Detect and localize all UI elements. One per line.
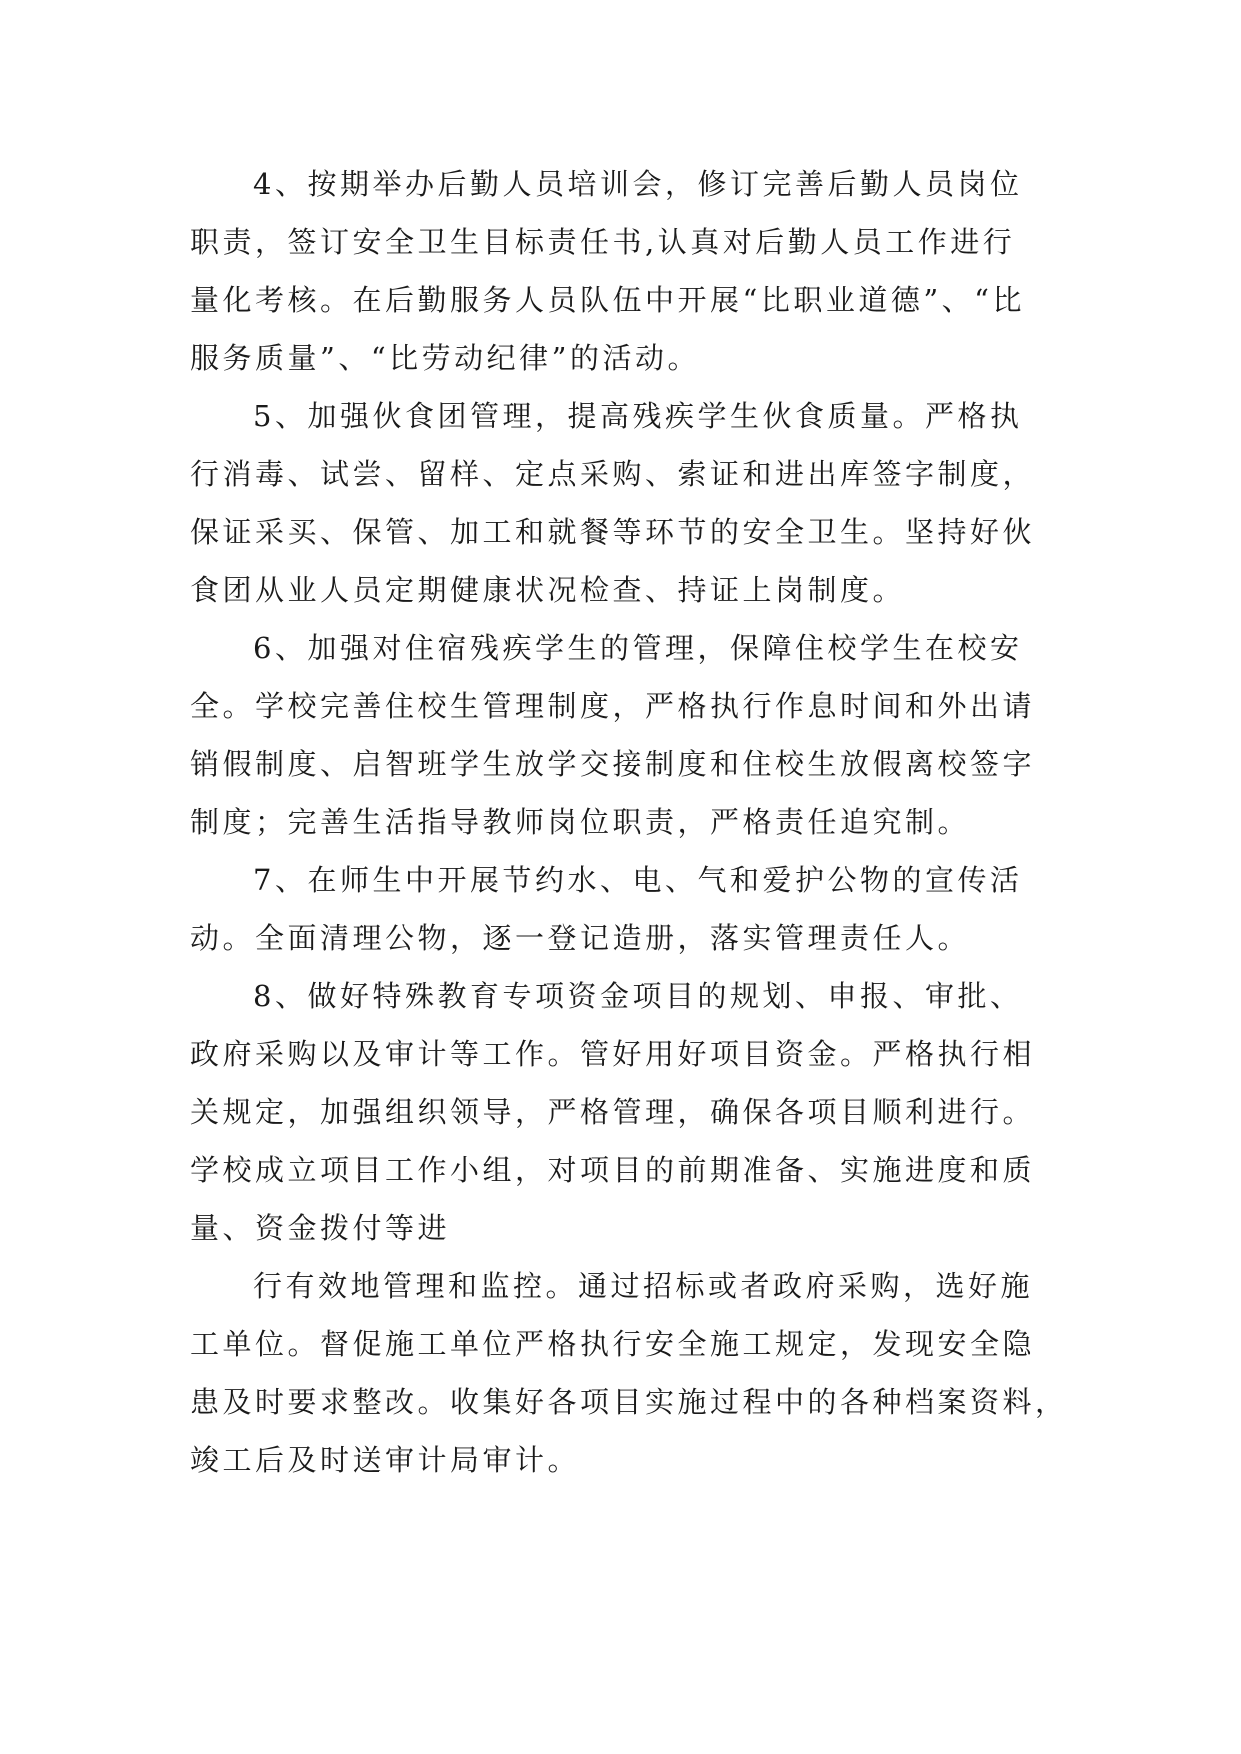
text-line: 8、做好特殊教育专项资金项目的规划、申报、审批、 [253, 979, 1023, 1013]
text-line: 销假制度、启智班学生放学交接制度和住校生放假离校签字 [190, 747, 1036, 781]
text-line: 5、加强伙食团管理，提高残疾学生伙食质量。严格执 [253, 399, 1023, 433]
text-line: 职责，签订安全卫生目标责任书,认真对后勤人员工作进行 [190, 225, 1016, 259]
text-line: 学校成立项目工作小组，对项目的前期准备、实施进度和质 [190, 1153, 1036, 1187]
text-line: 竣工后及时送审计局审计。 [190, 1443, 581, 1477]
paragraph-item-5 [190, 387, 1060, 619]
text-line: 食团从业人员定期健康状况检查、持证上岗制度。 [190, 573, 906, 607]
text-line: 行消毒、试尝、留样、定点采购、索证和进出库签字制度， [190, 457, 1036, 491]
text-line: 保证采买、保管、加工和就餐等环节的安全卫生。坚持好伙 [190, 515, 1036, 549]
text-line: 6、加强对住宿残疾学生的管理，保障住校学生在校安 [253, 631, 1023, 665]
text-line: 工单位。督促施工单位严格执行安全施工规定，发现安全隐 [190, 1327, 1036, 1361]
text-line: 服务质量”、“比劳动纪律”的活动。 [190, 341, 700, 375]
paragraph-item-8-continued [190, 1257, 1068, 1489]
text-line: 量、资金拨付等进 [190, 1211, 451, 1245]
text-line: 行有效地管理和监控。通过招标或者政府采购，选好施 [253, 1269, 1034, 1303]
text-line: 4、按期举办后勤人员培训会，修订完善后勤人员岗位 [253, 167, 1023, 201]
text-line: 动。全面清理公物，逐一登记造册，落实管理责任人。 [190, 921, 971, 955]
text-line: 制度；完善生活指导教师岗位职责，严格责任追究制。 [190, 805, 971, 839]
text-line: 全。学校完善住校生管理制度，严格执行作息时间和外出请 [190, 689, 1036, 723]
text-line: 患及时要求整改。收集好各项目实施过程中的各种档案资料， [190, 1385, 1068, 1419]
paragraph-item-4 [190, 155, 1060, 387]
paragraph-item-6 [190, 619, 1060, 851]
text-line: 7、在师生中开展节约水、电、气和爱护公物的宣传活 [253, 863, 1023, 897]
paragraph-item-7 [190, 851, 1060, 967]
text-line: 政府采购以及审计等工作。管好用好项目资金。严格执行相 [190, 1037, 1036, 1071]
document-page [190, 155, 1068, 1489]
text-line: 量化考核。在后勤服务人员队伍中开展“比职业道德”、“比 [190, 283, 1025, 317]
paragraph-item-8 [190, 967, 1060, 1257]
text-line: 关规定，加强组织领导，严格管理，确保各项目顺利进行。 [190, 1095, 1036, 1129]
